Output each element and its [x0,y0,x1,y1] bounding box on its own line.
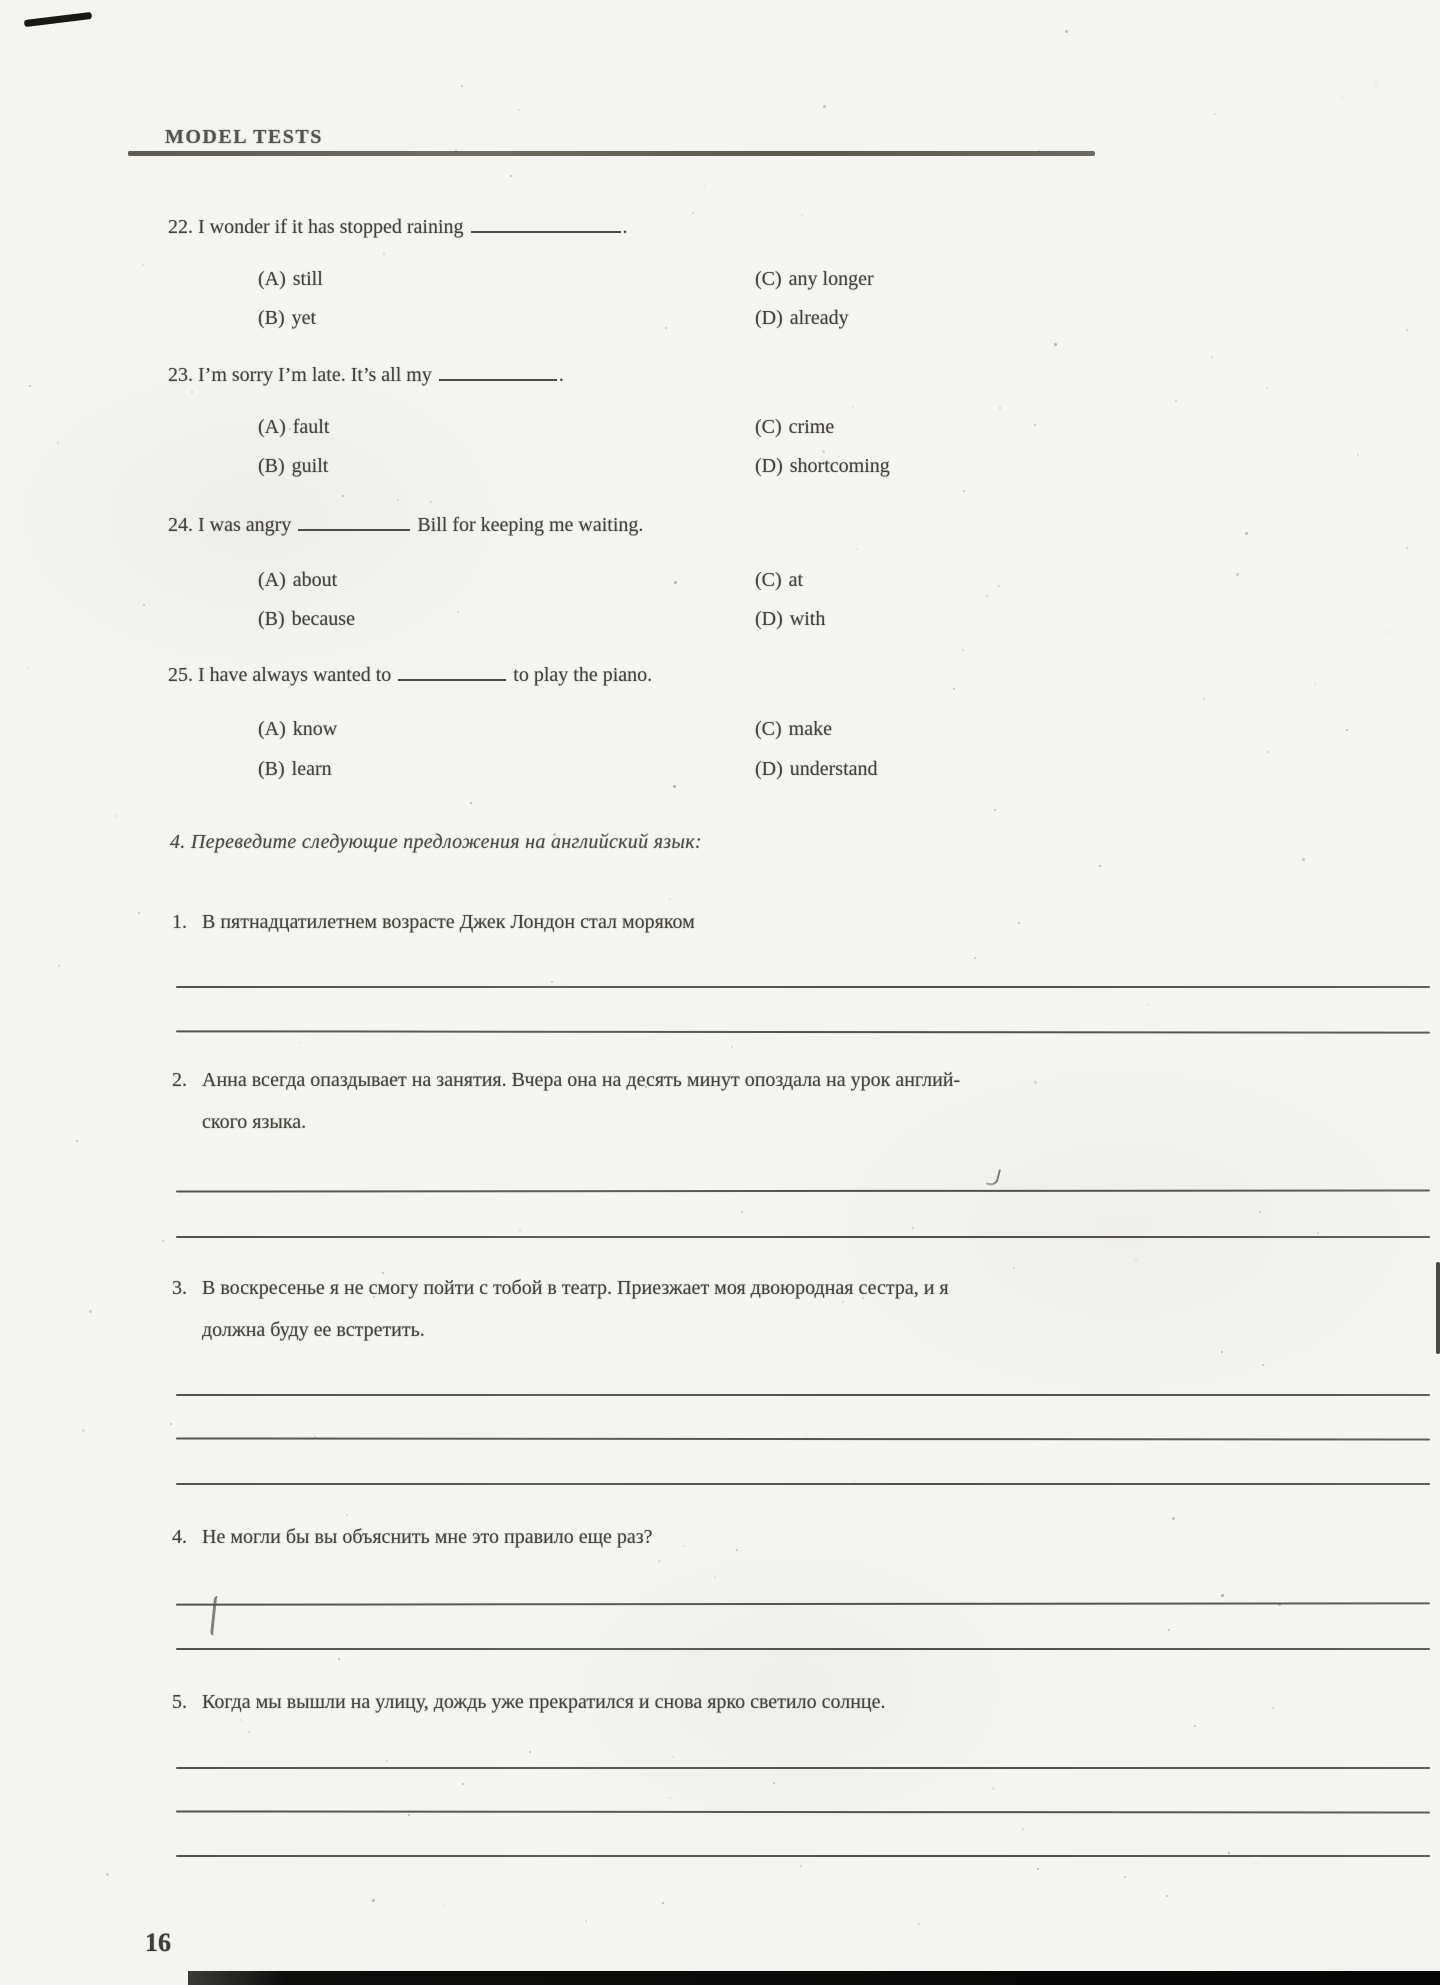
ink-smudge [986,1167,1001,1187]
scan-speck [645,1086,647,1088]
scan-speck [1065,30,1068,33]
option-23-b [258,453,328,479]
scan-speck [669,1797,671,1799]
option-text: yet [291,307,317,329]
scan-speck [731,1046,733,1048]
question-text: I was angry [198,514,292,536]
scan-speck [373,1296,375,1298]
scan-speck [191,391,193,393]
option-22-a [258,266,323,292]
scan-speck [1168,1629,1170,1631]
option-23-c [755,414,834,440]
scan-speck [704,185,706,187]
scan-speck [89,1310,92,1313]
scan-speck [143,604,145,606]
scan-speck [162,1240,164,1242]
scan-speck [29,385,31,387]
scan-speck [76,1140,78,1142]
scan-speck [382,1272,384,1274]
scan-speck [1013,1267,1015,1269]
scan-speck [289,428,291,430]
scan-speck [974,957,976,959]
question-23 [168,362,564,388]
sentence-number: 4. [172,1526,187,1548]
option-text: shortcoming [789,455,890,477]
scan-speck [248,1731,250,1733]
scan-speck [1245,532,1248,535]
option-text: still [292,268,323,290]
scan-speck [553,833,556,836]
answer-blank [298,512,410,531]
scan-speck [962,649,964,651]
scan-speck [609,921,611,923]
scan-speck [986,595,988,597]
answer-line [176,1483,1430,1485]
scan-speck [741,1211,743,1213]
answer-blank [439,362,557,381]
scan-speck [314,1436,316,1438]
sentence-number: 3. [172,1277,187,1299]
scan-speck [800,1865,802,1867]
question-22 [168,214,628,240]
scan-speck [692,212,694,214]
scan-speck [529,1751,531,1753]
option-label: (A) [258,569,286,591]
option-text: with [789,608,826,630]
sentence-text: Когда мы вышли на улицу, дождь уже прекратился и снова ярко светило солнце. [202,1691,886,1713]
scan-speck [510,175,512,177]
scan-speck [372,1899,375,1902]
scan-speck [1211,356,1213,358]
scan-speck [170,1423,172,1425]
scan-speck [116,815,118,817]
option-label: (C) [755,569,782,591]
scan-speck [673,785,676,788]
scan-speck [1346,729,1348,731]
option-text: about [292,569,338,591]
sentence-number: 5. [172,1691,187,1713]
question-25 [168,662,652,688]
scan-speck [658,1560,661,1563]
sentence-4 [172,1516,653,1558]
scan-speck [27,667,29,669]
scan-speck [1034,424,1036,426]
sentence-text: В пятнадцатилетнем возрасте Джек Лондон стал моряком [202,911,695,933]
question-text: I wonder if it has stopped raining [198,216,464,238]
scan-speck [470,802,472,804]
option-text: crime [788,416,835,438]
scan-speck [1166,1895,1168,1897]
scan-speck [1406,547,1408,549]
option-24-b [258,606,355,632]
question-text: I have always wanted to [198,664,392,686]
option-label: (D) [755,608,783,630]
scan-speck [293,767,295,769]
scan-speck [918,1923,920,1925]
question-number: 23. [168,364,193,386]
answer-blank [398,662,506,681]
scan-speck [1034,1081,1037,1084]
scan-speck [1221,1594,1224,1597]
scan-speck [1259,1211,1261,1213]
question-number: 24. [168,514,193,536]
scan-speck [1018,922,1020,924]
option-22-c [755,266,874,292]
sentence-1 [172,901,695,943]
option-label: (C) [755,718,782,740]
option-label: (B) [258,608,285,630]
answer-blank [471,214,621,233]
answer-line [176,1394,1430,1396]
scan-speck [1099,865,1101,867]
scan-speck [674,581,677,584]
scan-speck [1214,113,1216,115]
scan-speck [519,1229,521,1231]
scan-speck [1267,751,1269,753]
option-text: at [788,569,804,591]
scan-speck [1262,1364,1264,1366]
scan-speck [912,1227,914,1229]
question-text-post: . [622,216,628,238]
option-24-a [258,567,337,593]
scan-speck [1037,1868,1039,1870]
scan-speck [1302,858,1305,861]
option-23-a [258,414,329,440]
sentence-number: 1. [172,911,187,933]
option-label: (D) [755,307,783,329]
scan-speck [1272,1707,1274,1709]
scan-speck [683,1545,685,1547]
scan-speck [461,85,463,87]
option-23-d [755,453,890,479]
option-25-b [258,756,332,782]
answer-line [176,1189,1430,1192]
scan-speck [430,501,432,503]
scan-speck [804,1437,807,1440]
sentence-number: 2. [172,1069,187,1091]
scan-speck [992,1787,995,1790]
option-label: (C) [755,268,782,290]
question-text: I’m sorry I’m late. It’s all my [198,364,432,386]
scan-speck [138,912,140,914]
sentence-5 [172,1681,886,1723]
scan-speck [338,1658,340,1660]
option-24-d [755,606,825,632]
option-text: already [789,307,849,329]
scan-speck [822,450,825,453]
scan-speck [1266,387,1268,389]
scan-speck [58,965,60,967]
question-text-post: Bill for keeping me waiting. [417,514,644,536]
scan-edge-artifact [1436,1262,1440,1354]
scan-speck [1124,1876,1126,1878]
scan-corner-artifact [24,12,92,27]
option-25-d [755,756,878,782]
scan-bottom-edge [188,1971,1440,1985]
option-text: learn [291,758,332,780]
scan-speck [1022,1828,1024,1830]
answer-line [176,1855,1430,1857]
scan-speck [1236,573,1239,576]
translation-section-heading: 4. Переведите следующие предложения на английский язык: [170,831,702,853]
option-22-d [755,305,849,331]
scan-speck [953,688,955,690]
scan-speck [1314,683,1316,685]
option-text: guilt [291,455,329,477]
sentence-text: Анна всегда опаздывает на занятия. Вчера она на десять минут опоздала на урок англий- ского языка. [202,1069,961,1133]
scan-speck [823,105,826,108]
scan-speck [1135,1260,1137,1262]
scan-speck [551,981,553,983]
option-text: make [788,718,832,740]
question-number: 25. [168,664,193,686]
scan-speck [585,1951,587,1953]
option-label: (A) [258,416,286,438]
sentence-text: В воскресенье я не смогу пойти с тобой в театр. Приезжает моя двоюродная сестра, и я должна буду ее встретить. [202,1277,949,1341]
answer-line [176,1602,1430,1605]
scan-speck [240,1719,242,1721]
answer-line [176,986,1430,988]
option-label: (B) [258,758,285,780]
option-label: (B) [258,307,285,329]
scan-speck [82,1429,85,1432]
scan-speck [298,1042,300,1044]
scan-speck [801,214,803,216]
scan-speck [856,548,858,550]
sentence-text: Не могли бы вы объяснить мне это правило еще раз? [202,1526,653,1548]
scan-speck [1228,1852,1230,1854]
scan-speck [736,1549,738,1551]
scan-speck [142,264,144,266]
scan-speck [443,1905,445,1907]
sentence-3 [172,1267,949,1351]
scan-speck [1406,329,1408,331]
ink-smudge [210,1596,223,1637]
option-text: fault [292,416,330,438]
option-text: any longer [788,268,874,290]
scan-speck [57,442,59,444]
scan-speck [1054,343,1057,346]
option-25-a [258,716,337,742]
scan-speck [853,1481,855,1483]
question-number: 22. [168,216,193,238]
scan-speck [585,1920,587,1922]
scan-speck [408,1814,410,1816]
answer-line [176,1236,1430,1238]
option-22-b [258,305,316,331]
question-text-post: to play the piano. [513,664,653,686]
answer-line [176,1030,1430,1033]
scan-speck [1386,631,1388,633]
scan-speck [672,1756,674,1758]
scan-speck [963,490,965,492]
scan-speck [1038,150,1040,152]
scan-speck [457,611,459,613]
scan-speck [397,499,399,501]
scan-speck [1357,454,1359,456]
option-label: (A) [258,718,286,740]
option-label: (A) [258,268,286,290]
scan-speck [383,253,385,255]
scan-speck [1172,1517,1175,1520]
answer-line [176,1648,1430,1650]
scan-speck [773,1782,775,1784]
option-label: (C) [755,416,782,438]
scan-speck [386,1760,388,1762]
option-24-c [755,567,803,593]
answer-line [176,1810,1430,1813]
scan-speck [512,1077,514,1079]
answer-line [176,1767,1430,1769]
scan-speck [842,1301,844,1303]
scan-speck [1221,1351,1223,1353]
scan-speck [462,1783,464,1785]
scan-speck [455,150,457,152]
scan-speck [862,1297,864,1299]
option-text: because [291,608,355,630]
scan-speck [665,327,667,329]
scan-speck [1147,1004,1149,1006]
scan-speck [1175,400,1177,402]
scan-speck [518,109,520,111]
option-text: know [292,718,338,740]
scan-speck [1341,97,1343,99]
scan-speck [1255,1862,1257,1864]
page-number: 16 [145,1928,171,1957]
scan-speck [994,809,996,811]
scan-speck [714,1576,716,1578]
question-24 [168,512,643,538]
scan-speck [999,407,1001,409]
sentence-2 [172,1059,960,1143]
scan-speck [1317,1232,1319,1234]
question-text-post: . [558,364,564,386]
option-label: (D) [755,455,783,477]
option-25-c [755,716,832,742]
scan-speck [346,1514,348,1516]
answer-line [176,1437,1430,1440]
header-rule [128,151,1095,156]
scan-speck [852,406,854,408]
scan-speck [662,1902,664,1904]
scan-speck [342,495,344,497]
scan-speck [1203,698,1205,700]
scan-speck [106,1873,109,1876]
scan-speck [1375,82,1377,84]
option-label: (D) [755,758,783,780]
scan-speck [669,898,671,900]
option-text: understand [789,758,878,780]
option-label: (B) [258,455,285,477]
scan-speck [1194,1725,1196,1727]
scan-speck [377,1811,379,1813]
scan-speck [998,585,1000,587]
scan-speck [1278,1603,1281,1606]
page-header: MODEL TESTS [165,126,323,148]
